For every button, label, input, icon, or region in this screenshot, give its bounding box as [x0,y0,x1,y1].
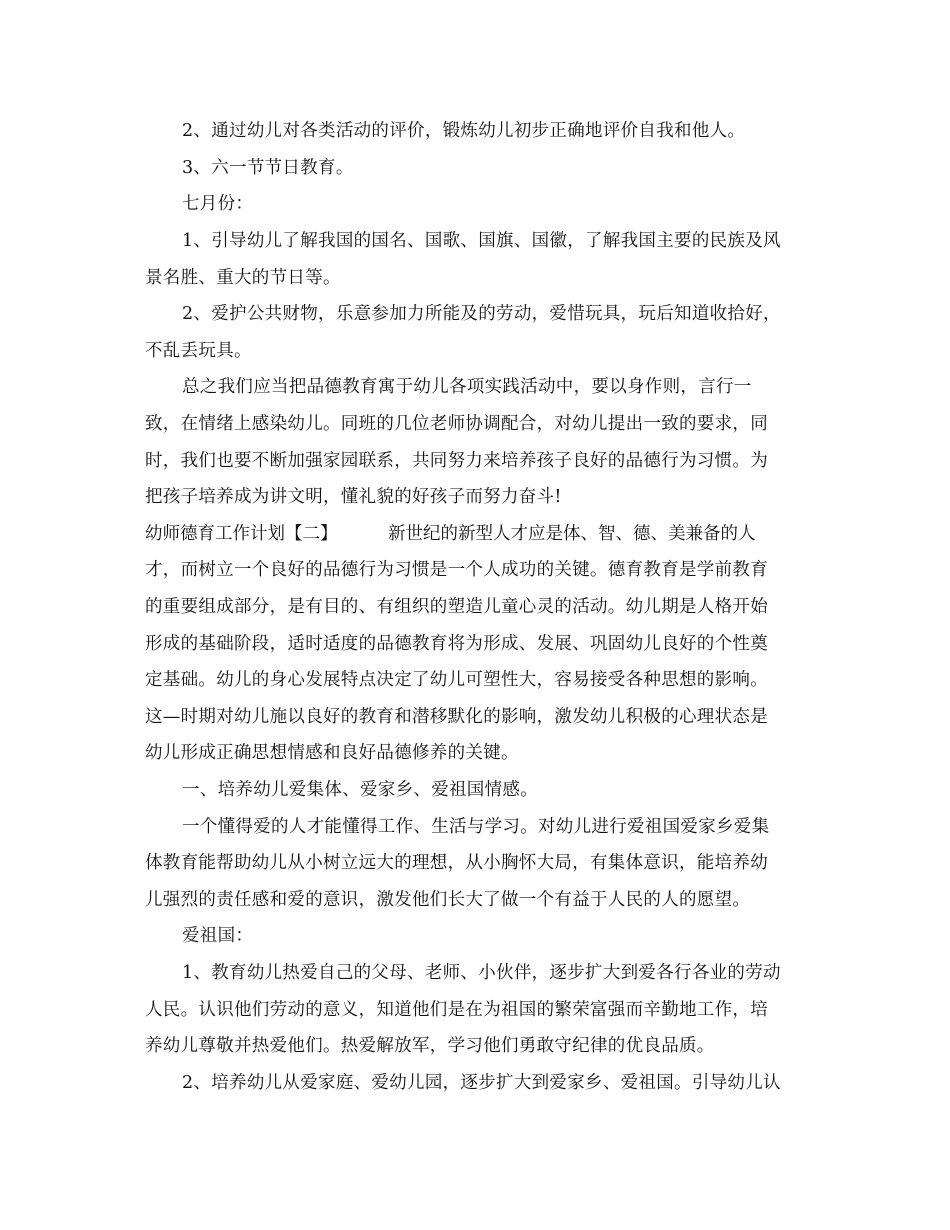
text-line: 把孩子培养成为讲文明，懂礼貌的好孩子而努力奋斗! [145,487,562,507]
text-line: 人民。认识他们劳动的意义，知道他们是在为祖国的繁荣富强而辛勤地工作，培 [145,1000,768,1020]
text-line: 景名胜、重大的节日等。 [145,268,341,288]
text-line: 一个懂得爱的人才能懂得工作、生活与学习。对幼儿进行爱祖国爱家乡爱集 [182,817,770,837]
subsection-heading: 一、培养幼儿爱集体、爱家乡、爱祖国情感。 [182,780,538,800]
text-line: 2、爱护公共财物，乐意参加力所能及的劳动，爱惜玩具，玩后知道收拾好， [182,304,781,324]
section-label: 爱祖国： [182,926,254,946]
section-label: 七月份： [182,194,254,214]
text-line: 1、教育幼儿热爱自己的父母、老师、小伙伴，逐步扩大到爱各行各业的劳动 [182,963,781,983]
text-line: 总之我们应当把品德教育寓于幼儿各项实践活动中，要以身作则，言行一 [182,377,752,397]
text-line: 形成的基础阶段，适时适度的品德教育将为形成、发展、巩固幼儿良好的个性奠 [145,634,768,654]
text-line: 2、培养幼儿从爱家庭、爱幼儿园，逐步扩大到爱家乡、爱祖国。引导幼儿认 [182,1073,781,1093]
text-line: 不乱丢玩具。 [145,341,252,361]
text-line: 这—时期对幼儿施以良好的教育和潜移默化的影响，激发幼儿积极的心理状态是 [145,707,768,727]
text-line: 时，我们也要不断加强家园联系，共同努力来培养孩子良好的品德行为习惯。为 [145,451,768,471]
text-line: 2、通过幼儿对各类活动的评价，锻炼幼儿初步正确地评价自我和他人。 [182,121,746,141]
text-line: 3、六一节节日教育。 [182,158,354,178]
section-heading: 幼师德育工作计划【二】 [145,524,338,544]
text-line: 致，在情绪上感染幼儿。同班的几位老师协调配合，对幼儿提出一致的要求，同 [145,414,768,434]
text-line: 儿强烈的责任感和爱的意识，激发他们长大了做一个有益于人民的人的愿望。 [145,890,751,910]
text-line: 才，而树立一个良好的品德行为习惯是一个人成功的关键。德育教育是学前教育 [145,560,768,580]
text-line: 养幼儿尊敬并热爱他们。热爱解放军，学习他们勇敢守纪律的优良品质。 [145,1036,715,1056]
text-line: 1、引导幼儿了解我国的国名、国歌、国旗、国徽，了解我国主要的民族及风 [182,231,781,251]
text-line: 幼儿形成正确思想情感和良好品德修养的关键。 [145,743,519,763]
text-line: 体教育能帮助幼儿从小树立远大的理想，从小胸怀大局，有集体意识，能培养幼 [145,853,768,873]
text-line: 新世纪的新型人才应是体、智、德、美兼备的人 [388,524,756,544]
text-line: 的重要组成部分，是有目的、有组织的塑造儿童心灵的活动。幼儿期是人格开始 [145,597,768,617]
text-line: 定基础。幼儿的身心发展特点决定了幼儿可塑性大，容易接受各种思想的影响。 [145,670,768,690]
